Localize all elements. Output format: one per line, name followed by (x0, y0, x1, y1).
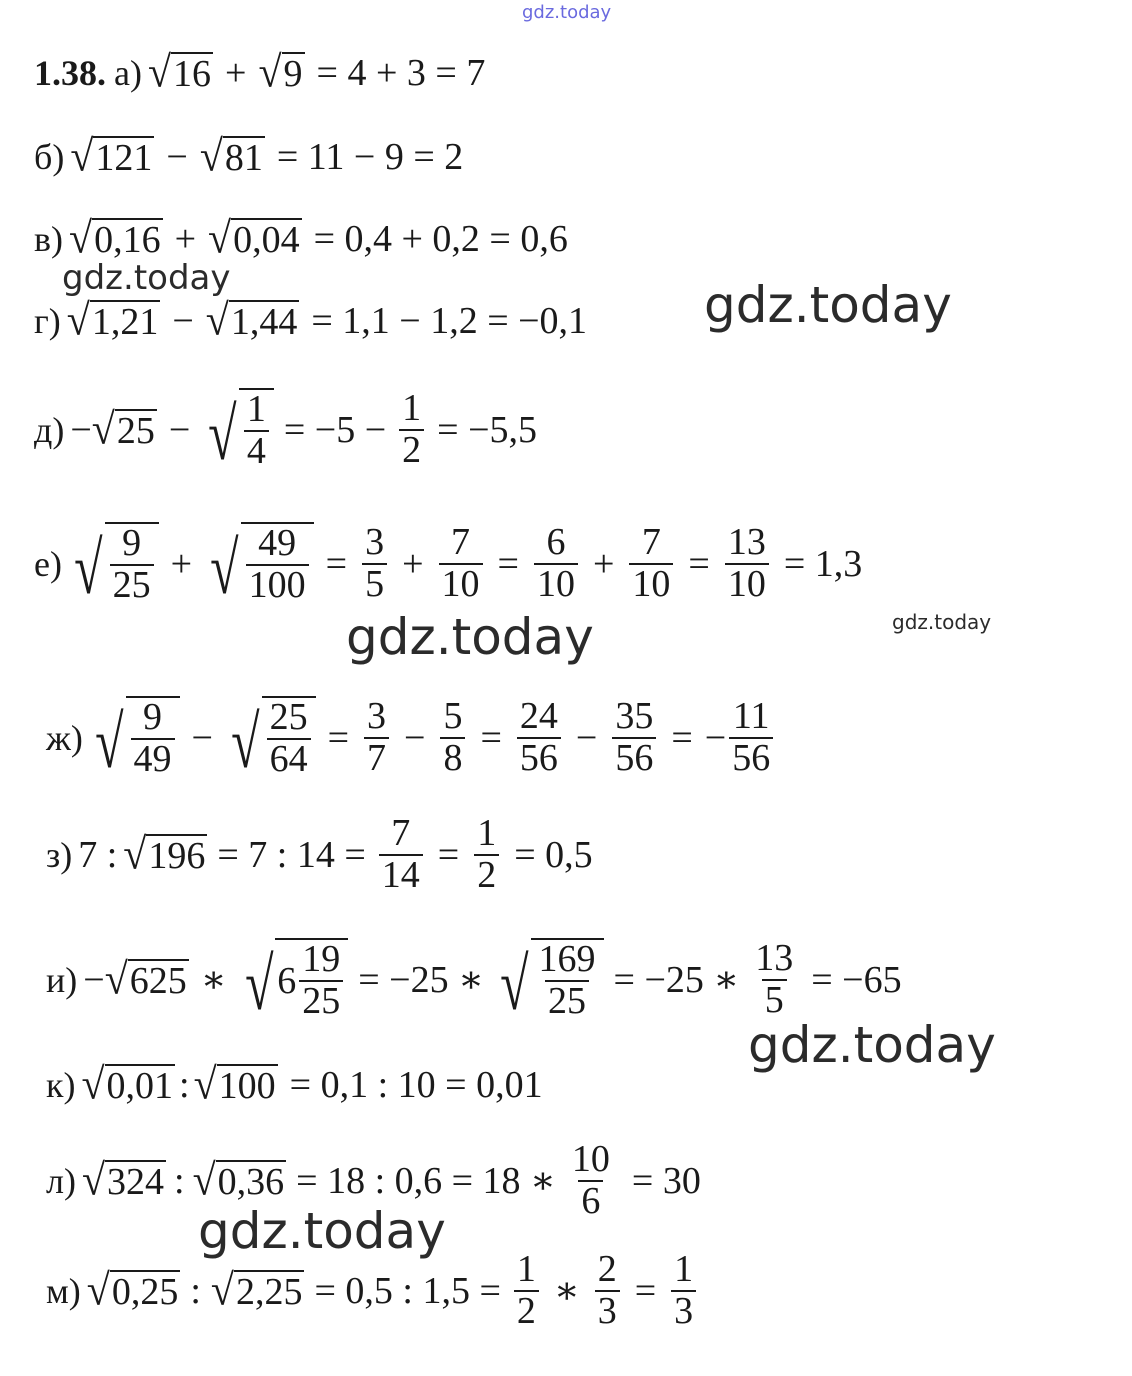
sqrt-fraction: √ $\frac{9}{49}$ (89, 696, 180, 780)
label: ж) (46, 717, 83, 758)
line-k: к) √ 0,01 : √ 100 = 0,1 : 10 = 0,01 (46, 1060, 543, 1110)
fraction: $\frac{35}{56}$ (612, 697, 656, 779)
result: = 1,1 − 1,2 = −0,1 (311, 300, 588, 342)
sqrt-fraction: √ $\frac{169}{25}$ (494, 938, 604, 1022)
fraction: $\frac{1}{2}$ (399, 389, 424, 471)
sqrt-fraction: √ $\frac{1}{4}$ (202, 388, 274, 472)
sqrt: √ 625 (104, 955, 187, 1005)
sqrt: √ 0,16 (69, 214, 161, 264)
line-v: в) √ 0,16 + √ 0,04 = 0,4 + 0,2 = 0,6 (34, 214, 568, 264)
fraction: $\frac{11}{56}$ (729, 697, 773, 779)
intermediate: = 7 : 14 = (217, 833, 366, 876)
watermark-top: gdz.today (522, 2, 612, 23)
fraction: $\frac{5}{8}$ (440, 697, 465, 779)
fraction: $\frac{6}{10}$ (534, 523, 578, 605)
result: = −65 (811, 958, 902, 1001)
fraction: $\frac{1}{2}$ (514, 1250, 539, 1332)
line-i: и) − √ 625 ∗ √ 6 $\frac{19}{25}$ = −25 ∗ √ $\frac{169}{25}$ = −25 ∗ $\frac{13}{5}$ = −65 (46, 937, 902, 1026)
intermediate: = 0,5 : 1,5 = (314, 1269, 501, 1312)
sqrt: √ 16 (147, 48, 212, 98)
result: = 4 + 3 = 7 (316, 52, 486, 94)
sqrt-mixed-number: √ 6 $\frac{19}{25}$ (239, 938, 349, 1022)
watermark-right-g: gdz.today (704, 276, 952, 334)
intermediate: = −25 ∗ (358, 958, 484, 1001)
fraction: $\frac{2}{3}$ (595, 1250, 620, 1332)
sqrt: √ 9 (258, 48, 303, 98)
sqrt-fraction: √ $\frac{25}{64}$ (225, 696, 316, 780)
sqrt: √ 1,44 (205, 296, 298, 346)
result: = 0,1 : 10 = 0,01 (289, 1064, 543, 1106)
label: е) (34, 543, 62, 584)
result: = 0,5 (514, 833, 593, 876)
label: а) (114, 53, 142, 93)
sqrt: √ 25 (91, 405, 155, 455)
prefix: 7 : (78, 833, 118, 876)
result: = −5,5 (437, 408, 538, 451)
line-e: е) √ $\frac{9}{25}$ + √ $\frac{49}{100}$ = $\frac{3}{5}$ + $\frac{7}{10}$ = $\frac{6}{10}$ + $\frac{7}{10}$ = $\frac{13}{10}$ = 1,3 (34, 521, 863, 610)
intermediate: = −5 − (283, 408, 387, 451)
fraction: $\frac{1}{3}$ (671, 1250, 696, 1332)
sqrt-fraction: √ $\frac{49}{100}$ (204, 522, 314, 606)
sqrt: √ 0,36 (192, 1156, 285, 1206)
result: = 0,4 + 0,2 = 0,6 (313, 218, 568, 260)
watermark-left-m: gdz.today (198, 1202, 446, 1260)
line-a: 1.38. а) √ 16 + √ 9 = 4 + 3 = 7 (34, 48, 486, 98)
sqrt: √ 121 (70, 132, 153, 182)
fraction: $\frac{3}{7}$ (364, 697, 389, 779)
label: д) (34, 409, 65, 450)
sqrt: √ 1,21 (66, 296, 159, 346)
fraction: $\frac{10}{6}$ (571, 1138, 610, 1222)
label: г) (34, 301, 61, 341)
sqrt: √ 324 (81, 1156, 165, 1206)
line-b: б) √ 121 − √ 81 = 11 − 9 = 2 (34, 132, 464, 182)
result: = 30 (631, 1159, 701, 1202)
label: и) (46, 959, 78, 1000)
result: = 1,3 (783, 542, 863, 585)
sqrt: √ 0,25 (86, 1266, 179, 1316)
line-d: д) − √ 25 − √ $\frac{1}{4}$ = −5 − $\frac{1}{2}$ = −5,5 (34, 387, 538, 476)
line-z: з) 7 : √ 196 = 7 : 14 = $\frac{7}{14}$ = $\frac{1}{2}$ = 0,5 (46, 812, 593, 896)
label: в) (34, 219, 63, 259)
fraction: $\frac{1}{2}$ (474, 814, 499, 896)
label: л) (46, 1160, 76, 1201)
intermediate: = 18 : 0,6 = 18 ∗ (296, 1159, 556, 1202)
label: м) (46, 1270, 81, 1311)
sqrt: √ 196 (123, 830, 206, 880)
line-g: г) √ 1,21 − √ 1,44 = 1,1 − 1,2 = −0,1 (34, 296, 588, 346)
label: б) (34, 137, 65, 177)
line-zh: ж) √ $\frac{9}{49}$ − √ $\frac{25}{64}$ = $\frac{3}{7}$ − $\frac{5}{8}$ = $\frac{24}{56}$ − $\frac{35}{56}$ = − $\frac{11}{56}$ (46, 696, 776, 780)
sqrt: √ 2,25 (210, 1266, 303, 1316)
problem-number: 1.38. (34, 53, 106, 93)
fraction: $\frac{3}{5}$ (362, 523, 387, 605)
line-l: л) √ 324 : √ 0,36 = 18 : 0,6 = 18 ∗ $\frac{10}{6}$ = 30 (46, 1138, 701, 1222)
fraction: $\frac{7}{14}$ (379, 814, 423, 896)
label: з) (46, 834, 73, 875)
watermark-small-left: gdz.today (62, 258, 231, 298)
watermark-right-k: gdz.today (748, 1016, 996, 1074)
sqrt: √ 81 (199, 132, 263, 182)
sqrt: √ 0,04 (208, 214, 300, 264)
result: = 11 − 9 = 2 (276, 136, 464, 178)
watermark-small-right: gdz.today (892, 610, 992, 634)
label: к) (46, 1065, 76, 1105)
watermark-center: gdz.today (346, 608, 594, 666)
fraction: $\frac{13}{10}$ (725, 523, 769, 605)
sqrt: √ 100 (193, 1060, 276, 1110)
intermediate: = −25 ∗ (613, 958, 740, 1001)
sqrt: √ 0,01 (81, 1060, 174, 1110)
fraction: $\frac{7}{10}$ (629, 523, 673, 605)
fraction: $\frac{24}{56}$ (517, 697, 561, 779)
line-m: м) √ 0,25 : √ 2,25 = 0,5 : 1,5 = $\frac{1}{2}$ ∗ $\frac{2}{3}$ = $\frac{1}{3}$ (46, 1250, 699, 1332)
sqrt-fraction: √ $\frac{9}{25}$ (68, 522, 159, 606)
fraction: $\frac{13}{5}$ (755, 937, 794, 1021)
fraction: $\frac{7}{10}$ (439, 523, 483, 605)
